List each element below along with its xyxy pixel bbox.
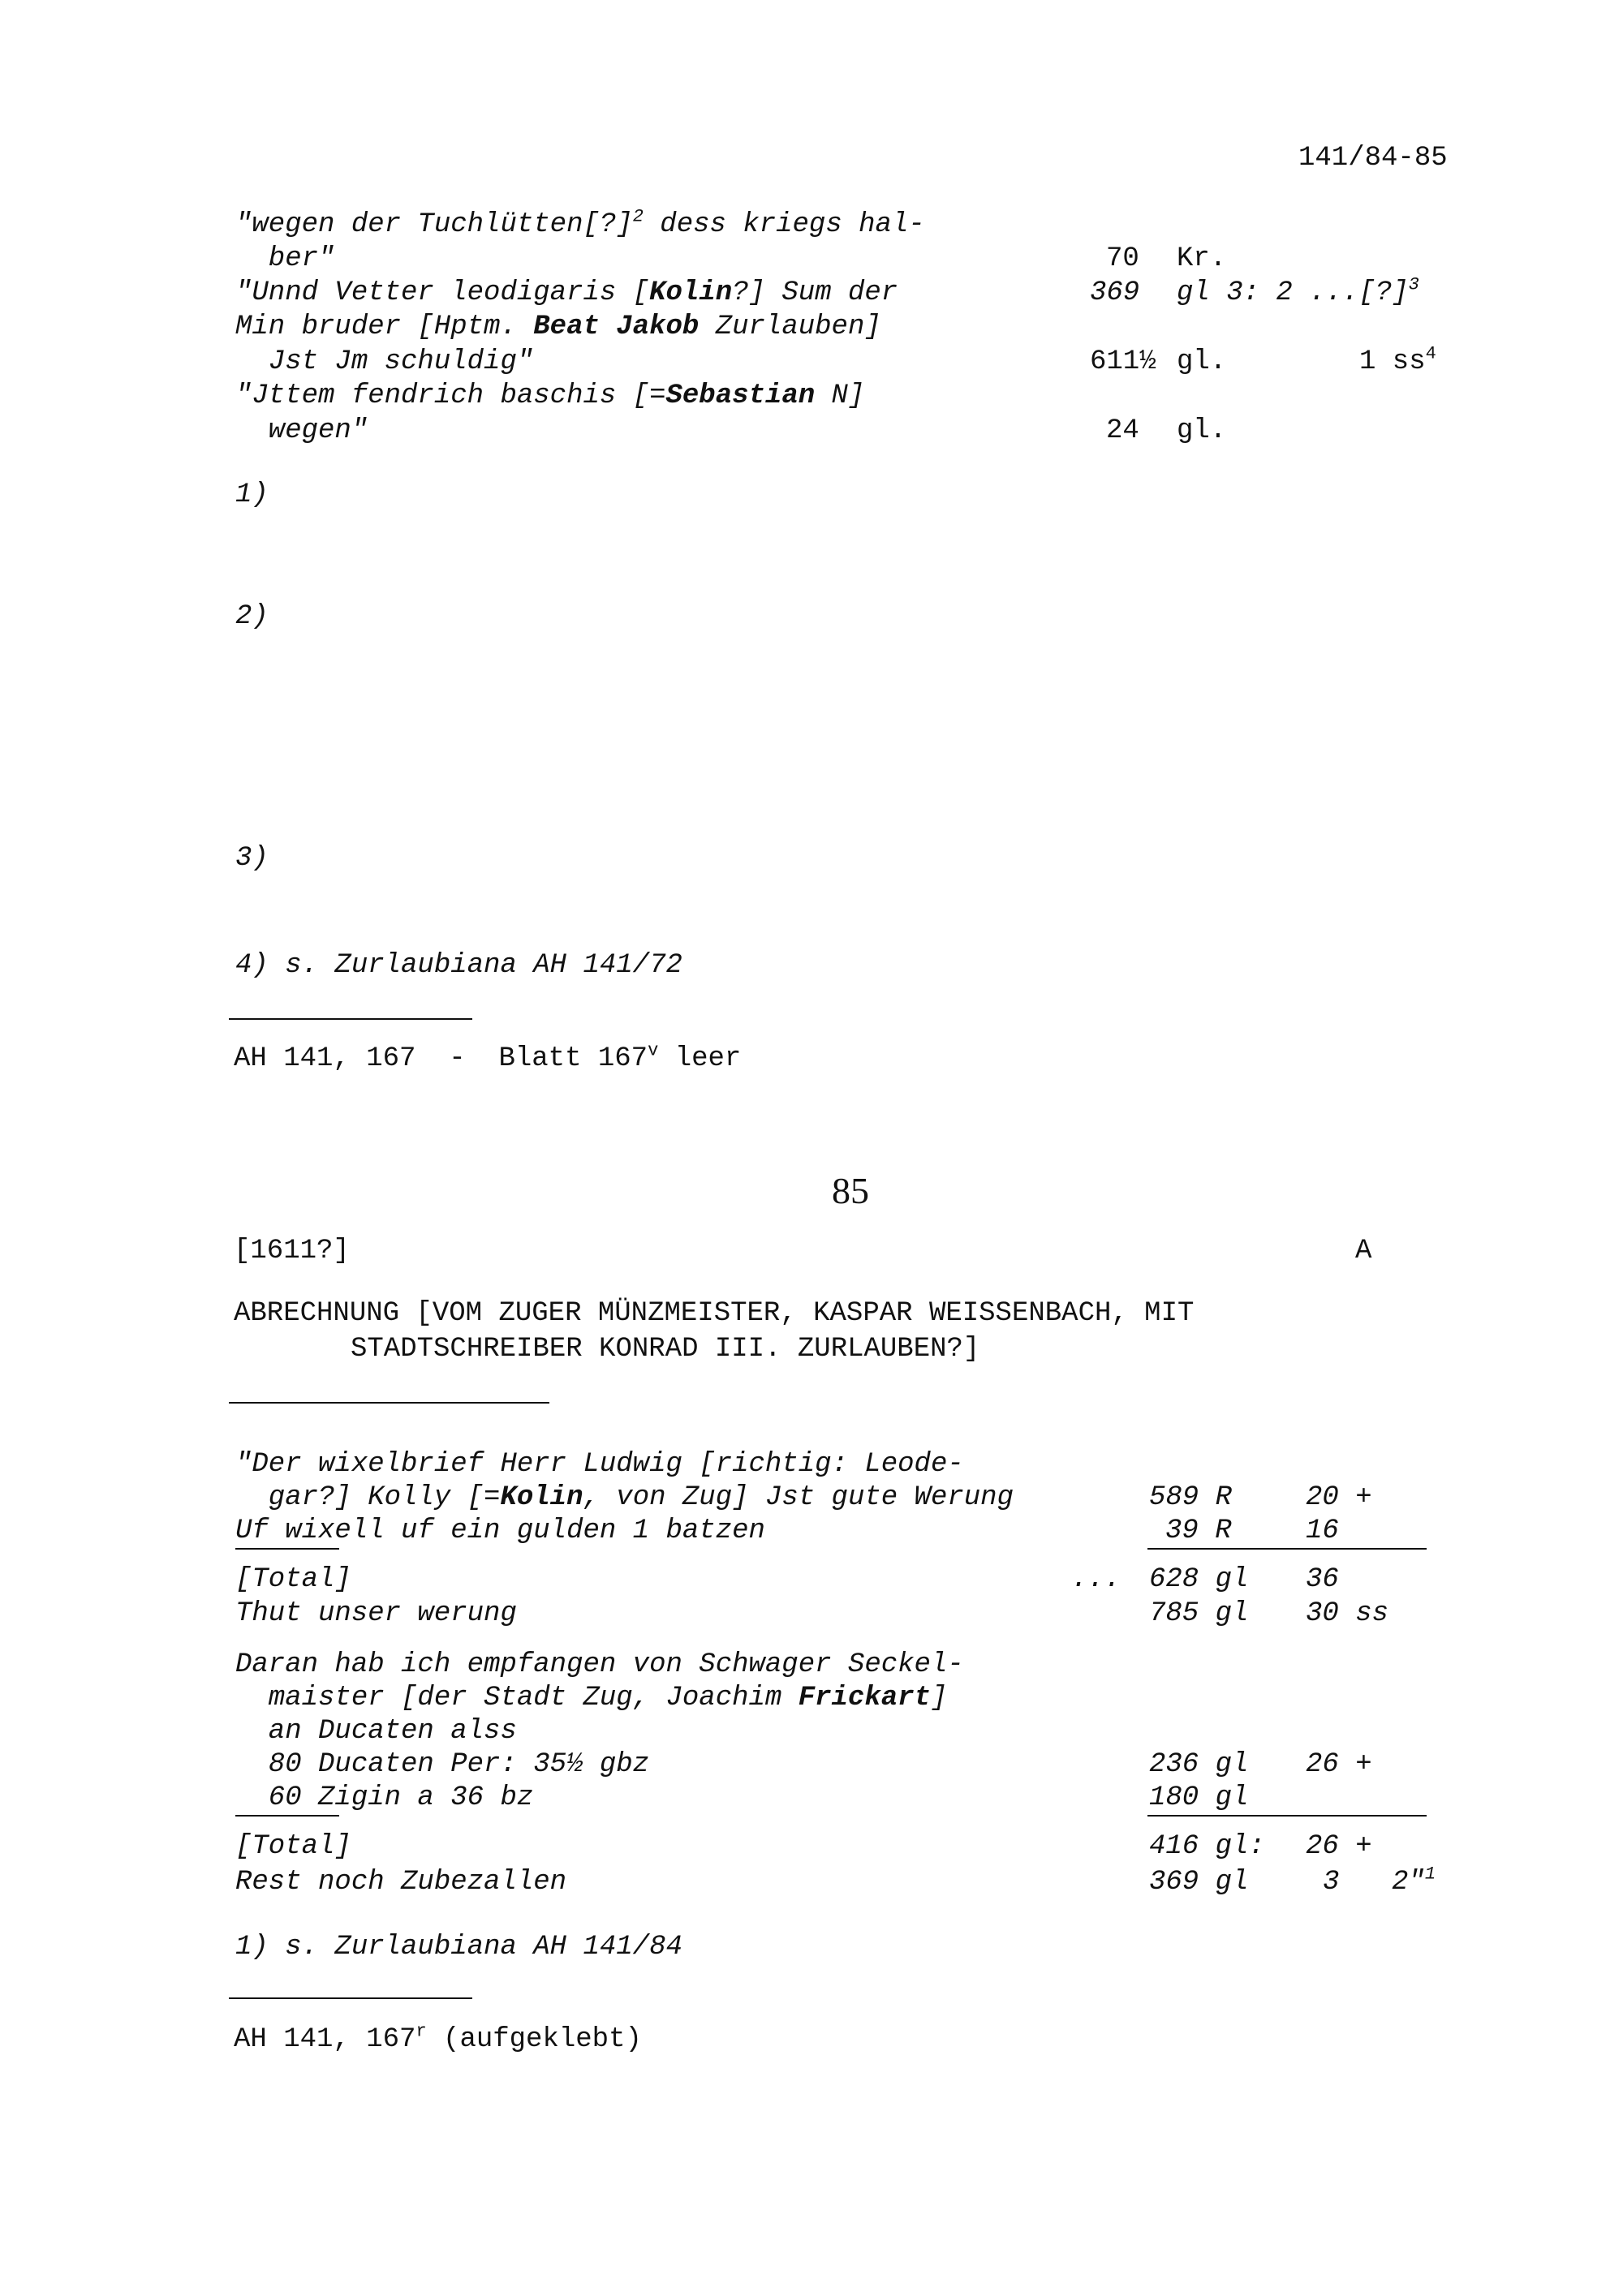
divider xyxy=(229,1402,549,1404)
footnote: 2) xyxy=(235,601,269,632)
sum-rule xyxy=(1147,1548,1427,1550)
page-reference: 141/84-85 xyxy=(1298,143,1448,174)
entry-line: "Jttem fendrich baschis [=Sebastian N] xyxy=(235,381,865,411)
amount-fraction: 26 + xyxy=(1306,1749,1372,1780)
entry-line: Jst Jm schuldig" xyxy=(235,346,534,377)
amount-fraction: 16 xyxy=(1306,1516,1339,1546)
amount-fraction: 26 + xyxy=(1306,1831,1372,1862)
document-title: ABRECHNUNG [VOM ZUGER MÜNZMEISTER, KASPAR WEISSENBACH, MIT xyxy=(234,1298,1195,1329)
document-title: STADTSCHREIBER KONRAD III. ZURLAUBEN?] xyxy=(351,1334,980,1365)
entry-line: maister [der Stadt Zug, Joachim Frickart] xyxy=(235,1683,948,1713)
document-date: [1611?] xyxy=(234,1236,350,1266)
divider xyxy=(229,1997,472,1999)
entry-line: an Ducaten alss xyxy=(235,1716,517,1747)
amount: 39 R xyxy=(1165,1516,1232,1546)
amount: 611½ xyxy=(1090,346,1156,377)
entry-line: Rest noch Zubezallen xyxy=(235,1867,567,1898)
unit: gl. xyxy=(1177,346,1227,377)
unit: gl. xyxy=(1177,415,1227,446)
divider xyxy=(229,1018,472,1020)
entry-line: Min bruder [Hptm. Beat Jakob Zurlauben] xyxy=(235,312,881,342)
amount: 628 gl xyxy=(1149,1564,1249,1595)
amount: 180 gl xyxy=(1149,1782,1249,1813)
footnote: 1) s. Zurlaubiana AH 141/84 xyxy=(235,1932,682,1963)
entry-line: [Total] xyxy=(235,1831,351,1862)
entry-line: ber" xyxy=(235,243,335,274)
entry-line: gar?] Kolly [=Kolin, von Zug] Jst gute Werung xyxy=(235,1482,1014,1513)
divider xyxy=(235,1548,339,1550)
amount: 70 xyxy=(1106,243,1139,274)
amount: 589 R xyxy=(1149,1482,1233,1513)
document-number: 85 xyxy=(832,1170,869,1211)
amount-fraction: 30 ss xyxy=(1306,1598,1389,1629)
source-reference: AH 141, 167 - Blatt 167$^v$ leer xyxy=(234,1040,742,1074)
sum-rule xyxy=(1147,1815,1427,1817)
ellipsis: ... xyxy=(1071,1564,1121,1595)
entry-line: 60 Zigin a 36 bz xyxy=(235,1782,534,1813)
amount: 236 gl xyxy=(1149,1749,1249,1780)
amount-extra: 2"$^1$ xyxy=(1392,1864,1436,1898)
entry-line: wegen" xyxy=(235,415,368,446)
amount: 369 xyxy=(1090,277,1140,308)
source-reference: AH 141, 167$^r$ (aufgeklebt) xyxy=(234,2021,642,2055)
unit: gl 3: 2 ...[?]$^3$ xyxy=(1177,274,1419,308)
entry-line: "wegen der Tuchlütten[?]$^2$ dess kriegs hal- xyxy=(235,206,925,240)
amount-fraction: 20 + xyxy=(1306,1482,1372,1513)
extra-amount: 1 $ss^4$ xyxy=(1359,343,1436,377)
amount-fraction: 3 xyxy=(1323,1867,1340,1898)
entry-line: Uf wixell uf ein gulden 1 batzen xyxy=(235,1516,765,1546)
entry-line: Daran hab ich empfangen von Schwager Seckel- xyxy=(235,1649,964,1680)
amount-fraction: 36 xyxy=(1306,1564,1339,1595)
unit: Kr. xyxy=(1177,243,1227,274)
divider xyxy=(235,1815,339,1817)
footnote: 4) s. Zurlaubiana AH 141/72 xyxy=(235,950,682,981)
amount: 416 gl: xyxy=(1149,1831,1265,1862)
footnote: 3) xyxy=(235,843,269,874)
document-category: A xyxy=(1355,1236,1372,1266)
amount: 785 gl xyxy=(1149,1598,1249,1629)
entry-line: [Total] xyxy=(235,1564,351,1595)
amount: 24 xyxy=(1106,415,1139,446)
entry-line: "Der wixelbrief Herr Ludwig [richtig: Leode- xyxy=(235,1449,964,1480)
entry-line: "Unnd Vetter leodigaris [Kolin?] Sum der xyxy=(235,277,898,308)
footnote: 1) xyxy=(235,479,269,510)
amount: 369 gl xyxy=(1149,1867,1249,1898)
entry-line: Thut unser werung xyxy=(235,1598,517,1629)
entry-line: 80 Ducaten Per: 35½ gbz xyxy=(235,1749,650,1780)
